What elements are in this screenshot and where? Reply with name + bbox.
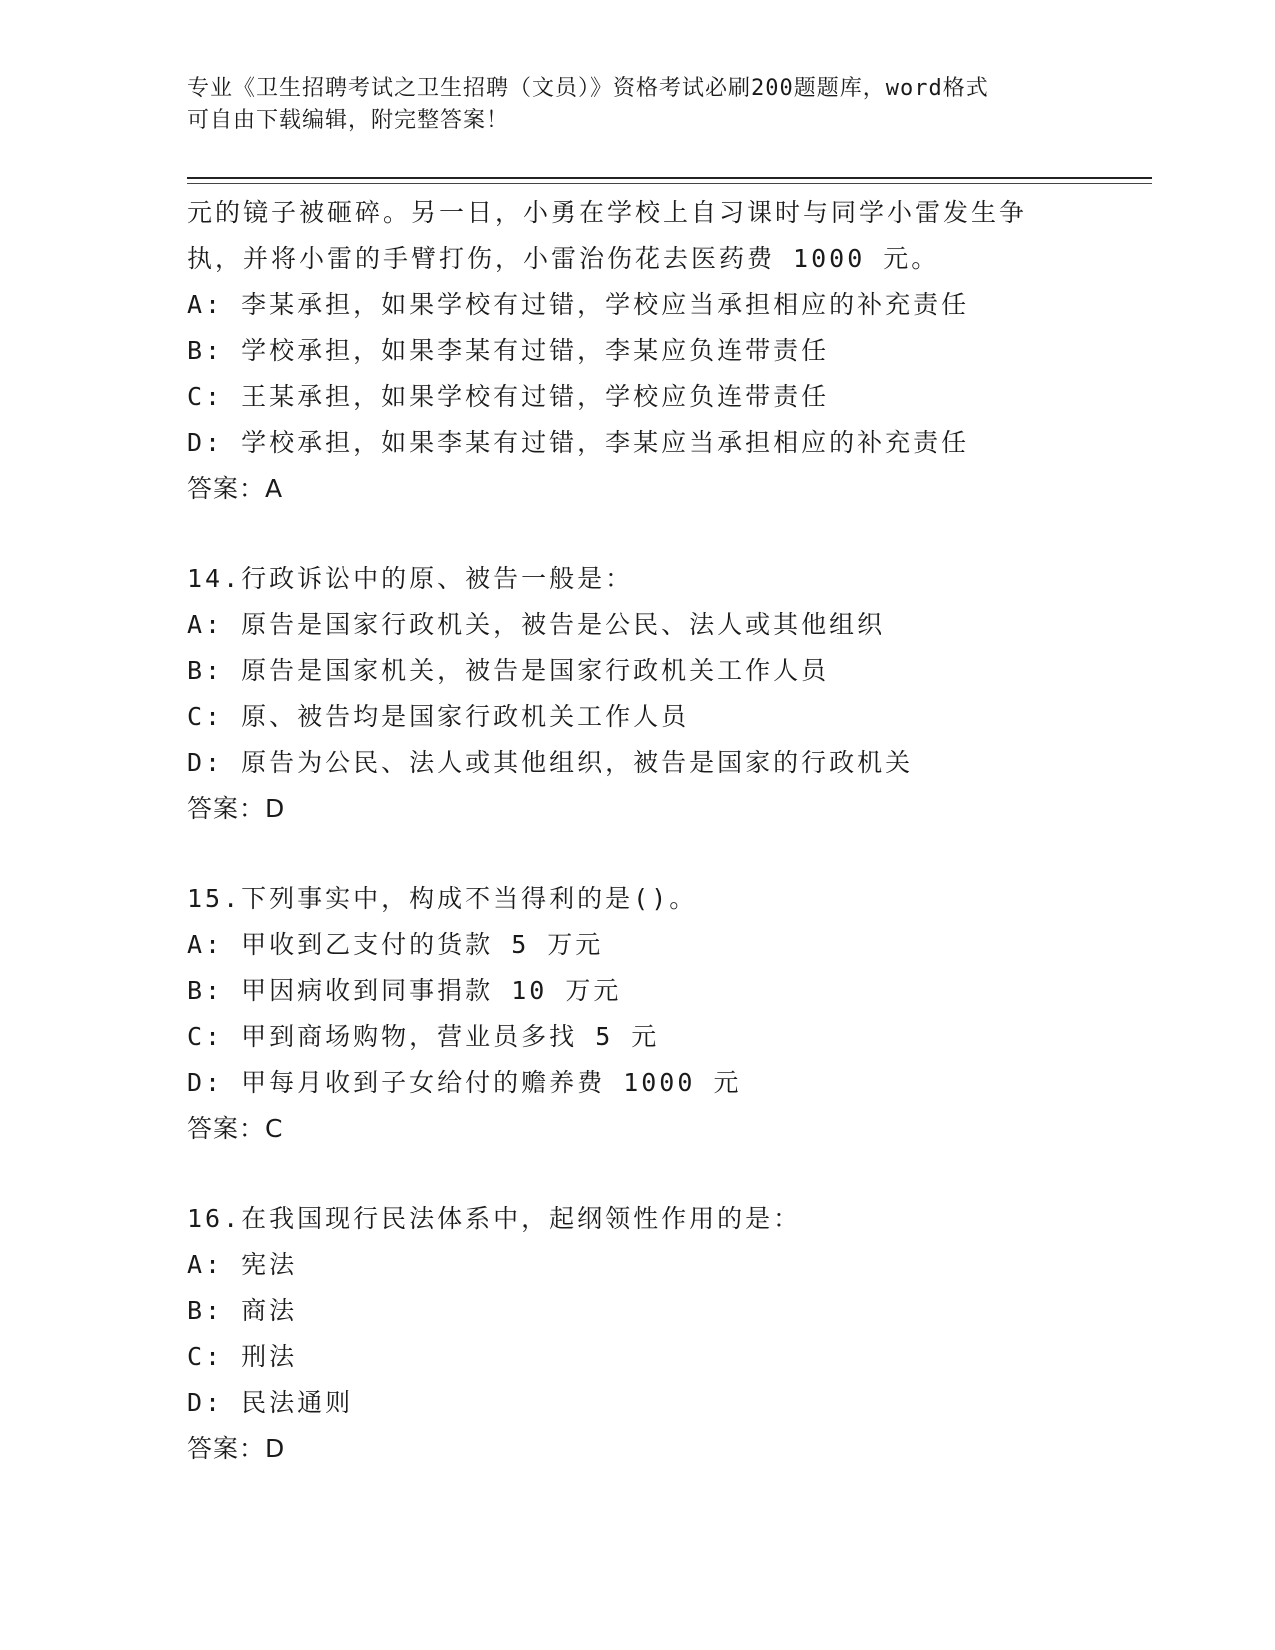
question-spacer [187, 1152, 1087, 1196]
answer-line: 答案：A [187, 474, 284, 503]
question-15 [187, 876, 1087, 1152]
option-b: B: 学校承担，如果李某有过错，李某应负连带责任 [187, 336, 830, 365]
question-stem: 15.下列事实中，构成不当得利的是()。 [187, 884, 698, 913]
question-spacer [187, 832, 1087, 876]
option-c: C: 甲到商场购物，营业员多找 5 元 [187, 1022, 660, 1051]
question-spacer [187, 512, 1087, 556]
option-c: C: 王某承担，如果学校有过错，学校应负连带责任 [187, 382, 830, 411]
header-divider-thick [187, 177, 1152, 179]
option-a: A: 李某承担，如果学校有过错，学校应当承担相应的补充责任 [187, 290, 970, 319]
question-stem-line: 元的镜子被砸碎。另一日，小勇在学校上自习课时与同学小雷发生争 [187, 198, 1028, 227]
question-stem-line: 执，并将小雷的手臂打伤，小雷治伤花去医药费 1000 元。 [187, 244, 940, 273]
question-stem: 16.在我国现行民法体系中，起纲领性作用的是： [187, 1204, 802, 1233]
header-divider-thin [187, 183, 1152, 184]
question-13-continued [187, 190, 1087, 512]
answer-line: 答案：C [187, 1114, 284, 1143]
option-a: A: 宪法 [187, 1250, 298, 1279]
option-d: D: 学校承担，如果李某有过错，李某应当承担相应的补充责任 [187, 428, 970, 457]
option-a: A: 甲收到乙支付的货款 5 万元 [187, 930, 604, 959]
answer-line: 答案：D [187, 794, 286, 823]
option-a: A: 原告是国家行政机关，被告是公民、法人或其他组织 [187, 610, 886, 639]
option-d: D: 原告为公民、法人或其他组织，被告是国家的行政机关 [187, 748, 914, 777]
option-b: B: 商法 [187, 1296, 298, 1325]
question-16 [187, 1196, 1087, 1472]
option-d: D: 民法通则 [187, 1388, 354, 1417]
option-b: B: 原告是国家机关，被告是国家行政机关工作人员 [187, 656, 830, 685]
question-content [187, 190, 1087, 1472]
header-line-2: 可自由下载编辑，附完整答案！ [187, 108, 510, 133]
question-stem: 14.行政诉讼中的原、被告一般是： [187, 564, 634, 593]
option-d: D: 甲每月收到子女给付的赡养费 1000 元 [187, 1068, 742, 1097]
answer-line: 答案：D [187, 1434, 286, 1463]
option-c: C: 刑法 [187, 1342, 298, 1371]
question-14 [187, 556, 1087, 832]
document-header [187, 73, 1087, 137]
option-b: B: 甲因病收到同事捐款 10 万元 [187, 976, 622, 1005]
header-line-1: 专业《卫生招聘考试之卫生招聘（文员）》资格考试必刷200题题库，word格式 [187, 76, 989, 101]
option-c: C: 原、被告均是国家行政机关工作人员 [187, 702, 690, 731]
